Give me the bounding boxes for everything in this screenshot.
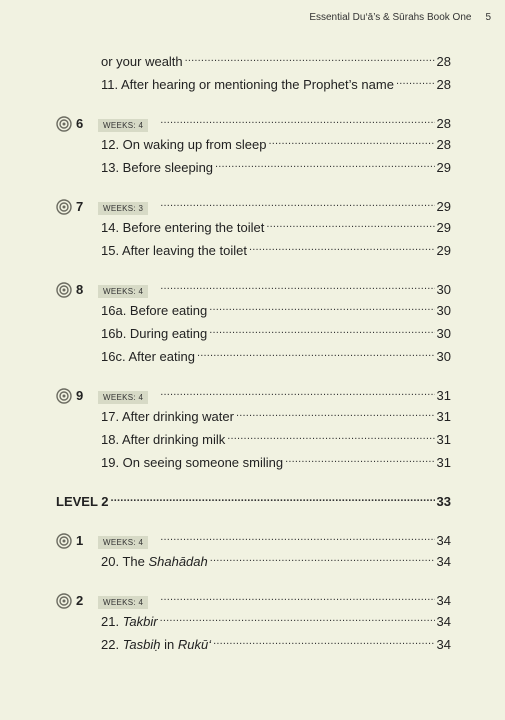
entry-page: 29: [436, 243, 451, 258]
entry-title: 17. After drinking water: [101, 409, 234, 424]
unit-heading[interactable]: [56, 388, 451, 404]
target-icon: [56, 282, 72, 298]
toc-entry[interactable]: [101, 243, 451, 259]
dot-leader: [236, 409, 435, 421]
dot-leader: [215, 160, 435, 172]
entry-title: or your wealth: [101, 54, 183, 69]
entry-title-mid: in: [160, 637, 178, 652]
entry-title-italic: Tasbiḥ: [122, 637, 161, 652]
target-icon: [56, 593, 72, 609]
dot-leader: [185, 54, 435, 66]
toc-entry[interactable]: [101, 637, 451, 653]
toc-entry[interactable]: [101, 409, 451, 425]
entry-page: 30: [436, 303, 451, 318]
entry-title: 13. Before sleeping: [101, 160, 214, 175]
target-icon: [56, 116, 72, 132]
dot-leader: [197, 349, 435, 361]
dot-leader: [160, 116, 434, 128]
dot-leader: [396, 77, 435, 89]
entry-page: 28: [436, 116, 451, 131]
unit-heading[interactable]: [56, 199, 451, 215]
entry-page: 28: [436, 137, 451, 152]
unit-number: 6: [76, 116, 84, 131]
toc-entry[interactable]: [101, 77, 451, 93]
entry-title: 16c. After eating: [101, 349, 195, 364]
entry-page: 34: [436, 637, 451, 652]
toc-entry[interactable]: [101, 432, 451, 448]
dot-leader: [160, 199, 434, 211]
entry-page: 31: [436, 432, 451, 447]
entry-page: 30: [436, 349, 451, 364]
weeks-badge: WEEKS: 4: [98, 596, 148, 609]
entry-page: 34: [436, 554, 451, 569]
unit-heading[interactable]: [56, 593, 451, 609]
toc-entry[interactable]: [101, 220, 451, 236]
dot-leader: [249, 243, 435, 255]
weeks-badge: WEEKS: 4: [98, 285, 148, 298]
dot-leader: [268, 137, 434, 149]
toc-entry[interactable]: [101, 160, 451, 176]
dot-leader: [266, 220, 434, 232]
dot-leader: [285, 455, 434, 467]
weeks-badge: WEEKS: 4: [98, 391, 148, 404]
unit-number: 8: [76, 282, 84, 297]
entry-title: [101, 554, 208, 570]
entry-page: 31: [436, 455, 451, 470]
entry-page: 31: [436, 409, 451, 424]
dot-leader: [209, 303, 434, 315]
weeks-badge: WEEKS: 3: [98, 202, 148, 215]
entry-page: 34: [436, 533, 451, 548]
level-title: LEVEL 2: [56, 494, 109, 509]
toc-entry[interactable]: [101, 303, 451, 319]
entry-title: [101, 637, 211, 653]
dot-leader: [213, 637, 434, 649]
target-icon: [56, 388, 72, 404]
entry-page: 31: [436, 388, 451, 403]
entry-page: 28: [436, 54, 451, 69]
toc-entry[interactable]: [101, 614, 451, 630]
dot-leader: [111, 494, 435, 506]
toc-entry[interactable]: [101, 554, 451, 570]
dot-leader: [160, 388, 434, 400]
toc-entry[interactable]: [101, 455, 451, 471]
entry-title-italic-2: Rukū‘: [177, 637, 212, 652]
unit-number: 2: [76, 593, 84, 608]
unit-number: 1: [76, 533, 84, 548]
target-icon: [56, 199, 72, 215]
weeks-badge: WEEKS: 4: [98, 536, 148, 549]
dot-leader: [160, 614, 435, 626]
entry-page: 28: [436, 77, 451, 92]
book-title: Essential Du‘ā’s & Sūrahs Book One: [309, 12, 472, 23]
toc-entry[interactable]: [101, 137, 451, 153]
dot-leader: [210, 554, 435, 566]
entry-page: 34: [436, 593, 451, 608]
entry-title-prefix: 22.: [101, 637, 123, 652]
entry-page: 30: [436, 282, 451, 297]
entry-page: 29: [436, 160, 451, 175]
unit-number: 9: [76, 388, 84, 403]
running-header: [309, 12, 491, 23]
unit-heading[interactable]: [56, 282, 451, 298]
unit-heading[interactable]: [56, 116, 451, 132]
toc-entry[interactable]: [101, 349, 451, 365]
target-icon: [56, 533, 72, 549]
dot-leader: [160, 593, 434, 605]
entry-page: 29: [436, 199, 451, 214]
entry-title-italic: Shahādah: [148, 554, 208, 569]
dot-leader: [160, 282, 434, 294]
entry-page: 30: [436, 326, 451, 341]
entry-title-italic: Takbir: [122, 614, 158, 629]
entry-title-prefix: 20. The: [101, 554, 149, 569]
toc-entry[interactable]: [101, 54, 451, 70]
weeks-badge: WEEKS: 4: [98, 119, 148, 132]
entry-title: [101, 614, 158, 630]
entry-title: 12. On waking up from sleep: [101, 137, 267, 152]
level-heading[interactable]: [56, 494, 451, 510]
dot-leader: [227, 432, 434, 444]
entry-title: 15. After leaving the toilet: [101, 243, 247, 258]
entry-title: 16a. Before eating: [101, 303, 208, 318]
dot-leader: [209, 326, 434, 338]
unit-heading[interactable]: [56, 533, 451, 549]
entry-title: 16b. During eating: [101, 326, 208, 341]
entry-page: 34: [436, 614, 451, 629]
entry-title: 14. Before entering the toilet: [101, 220, 265, 235]
entry-page: 29: [436, 220, 451, 235]
entry-title-prefix: 21.: [101, 614, 123, 629]
entry-page: 33: [436, 494, 451, 509]
page-number: 5: [485, 12, 491, 23]
dot-leader: [160, 533, 434, 545]
entry-title: 19. On seeing someone smiling: [101, 455, 284, 470]
entry-title: 11. After hearing or mentioning the Prophet’s name: [101, 77, 394, 92]
unit-number: 7: [76, 199, 84, 214]
entry-title: 18. After drinking milk: [101, 432, 226, 447]
toc-entry[interactable]: [101, 326, 451, 342]
